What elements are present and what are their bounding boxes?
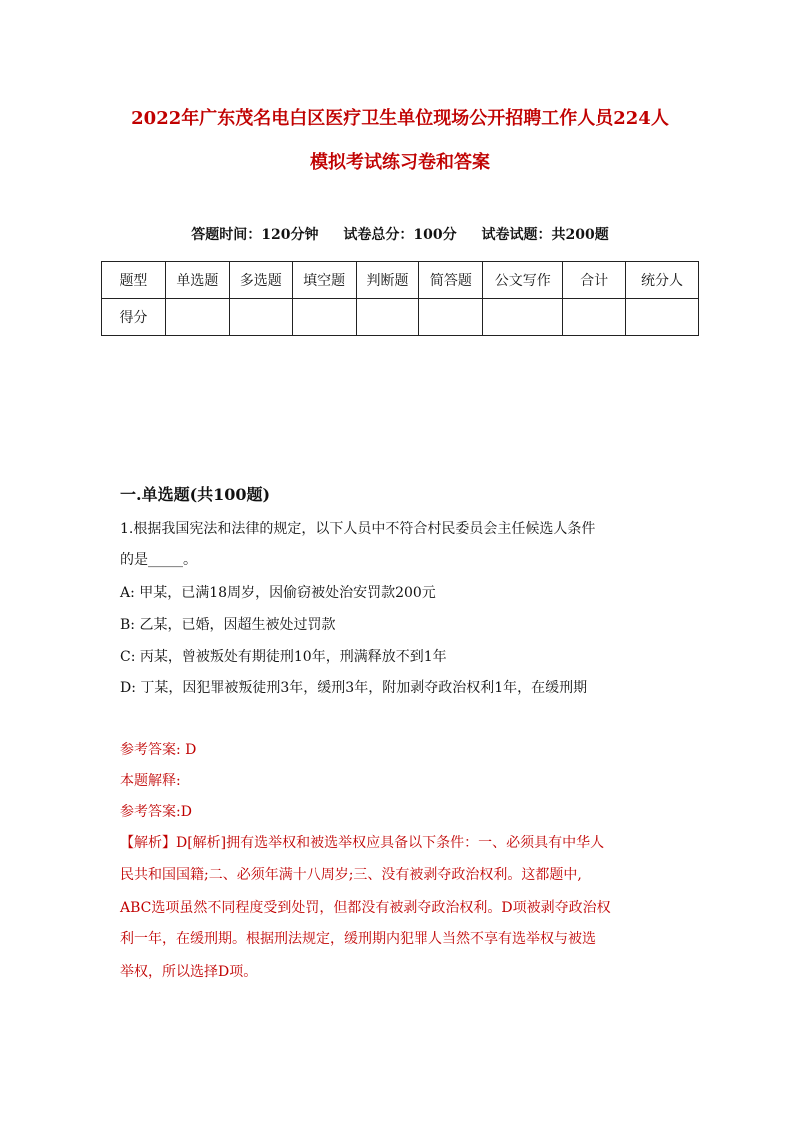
exam-time: 答题时间：120分钟 [191,227,319,243]
score-cell [563,299,626,336]
document-title-line2: 模拟考试练习卷和答案 [310,152,490,173]
explanation-label: 本题解释: [120,773,181,789]
score-cell [229,299,292,336]
score-table-header: 判断题 [356,262,419,299]
question-stem-line1: 1.根据我国宪法和法律的规定，以下人员中不符合村民委员会主任候选人条件 [120,521,596,537]
score-table-header: 合计 [563,262,626,299]
analysis-line: ABC选项虽然不同程度受到处罚，但都没有被剥夺政治权利。D项被剥夺政治权 [120,900,611,916]
question-option-d: D: 丁某，因犯罪被叛徒刑3年，缓刑3年，附加剥夺政治权利1年，在缓刑期 [120,680,588,696]
score-cell [626,299,699,336]
exam-question-count: 试卷试题：共200题 [481,227,609,243]
question-option-a: A: 甲某，已满18周岁，因偷窃被处治安罚款200元 [120,585,436,601]
section-title: 一.单选题(共100题) [120,485,271,504]
exam-total-score: 试卷总分：100分 [343,227,457,243]
score-cell [419,299,483,336]
score-table [101,261,699,336]
reference-answer: 参考答案: D [120,742,197,758]
reference-answer-repeat: 参考答案:D [120,804,192,820]
score-table-header: 统分人 [626,262,699,299]
analysis-line: 【解析】D[解析]拥有选举权和被选举权应具备以下条件：一、必须具有中华人 [120,835,605,851]
question-option-b: B: 乙某，已婚，因超生被处过罚款 [120,617,336,633]
score-cell [483,299,563,336]
score-table-header: 填空题 [292,262,356,299]
score-table-header: 简答题 [419,262,483,299]
score-table-header: 公文写作 [483,262,563,299]
score-row-label: 得分 [102,299,166,336]
analysis-line: 举权，所以选择D项。 [120,964,258,980]
exam-meta [0,224,800,244]
document-title-line1: 2022年广东茂名电白区医疗卫生单位现场公开招聘工作人员224人 [131,108,669,129]
score-table-header: 多选题 [229,262,292,299]
score-table-header: 单选题 [165,262,229,299]
question-stem-line2: 的是_____。 [120,552,197,568]
question-option-c: C: 丙某，曾被叛处有期徒刑10年，刑满释放不到1年 [120,649,447,665]
score-table-header-row [102,262,699,299]
score-cell [356,299,419,336]
score-cell [292,299,356,336]
score-cell [165,299,229,336]
analysis-line: 利一年，在缓刑期。根据刑法规定，缓刑期内犯罪人当然不享有选举权与被选 [120,931,596,947]
score-table-score-row [102,299,699,336]
score-table-header: 题型 [102,262,166,299]
analysis-line: 民共和国国籍;二、必须年满十八周岁;三、没有被剥夺政治权利。这都题中, [120,867,582,883]
